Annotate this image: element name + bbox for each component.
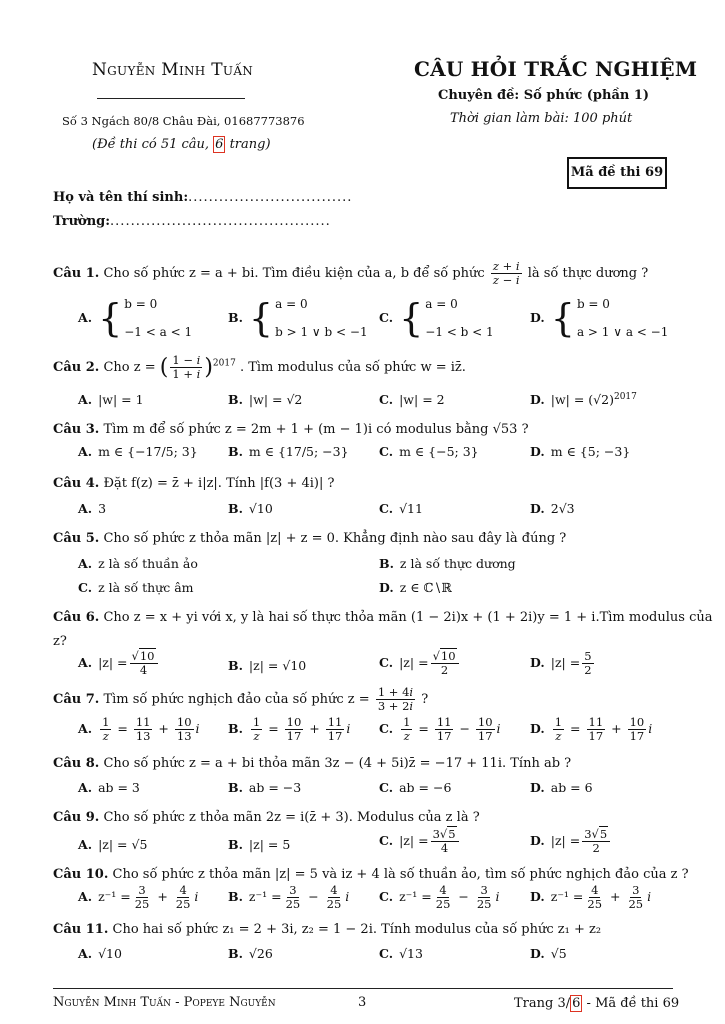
q4-option-a: A. 3 (78, 501, 107, 516)
q6-option-c: C. |z| = $\frac{√10}{2}$ (379, 650, 461, 677)
q4-option-b: B. √10 (228, 501, 273, 516)
q1-option-c: C. { a = 0 −1 < b < 1 (379, 296, 494, 340)
q5-option-a: A. z là số thuần ảo (78, 556, 198, 571)
footer-page-info: Trang 3/ 6 - Mã đề thi 69 (514, 996, 680, 1011)
q3-option-c: C. m ∈ {−5; 3} (379, 444, 479, 459)
q8-option-a: A. ab = 3 (78, 780, 140, 795)
footer-page-number: 3 (358, 995, 367, 1010)
q8-option-d: D. ab = 6 (530, 780, 593, 795)
q3-option-b: B. m ∈ {17/5; −3} (228, 444, 349, 459)
school-field: Trường:........................................... (53, 214, 331, 229)
q1-option-b: B. { a = 0 b > 1 ∨ b < −1 (228, 296, 368, 340)
q3-option-a: A. m ∈ {−17/5; 3} (78, 444, 198, 459)
q1-option-d: D. { b = 0 a > 1 ∨ a < −1 (530, 296, 669, 340)
q5-option-d: D. z ∈ ℂ∖ℝ (379, 580, 452, 595)
q1-option-a: A. { b = 0 −1 < a < 1 (78, 296, 193, 340)
q2-option-b: B. |w| = √2 (228, 392, 303, 407)
q8-option-c: C. ab = −6 (379, 780, 452, 795)
exam-title: CÂU HỎI TRẮC NGHIỆM (414, 57, 698, 81)
q11-option-a: A. √10 (78, 946, 122, 961)
exam-time: Thời gian làm bài: 100 phút (450, 111, 633, 126)
q4-option-d: D. 2√3 (530, 501, 575, 516)
question-9: Câu 9. Cho số phức z thỏa mãn 2z = i(z̄ + 3). Modulus của z là ? (53, 810, 480, 825)
q10-option-a: A. z⁻¹ = $\frac{3}{25}$ + $\frac{4}{25}$ i (78, 883, 199, 911)
q6-option-d: D. |z| = $\frac{5}{2}$ (530, 649, 592, 677)
q2-option-a: A. |w| = 1 (78, 392, 144, 407)
footer-author: Nguyễn Minh Tuấn - Popeye Nguyễn (53, 995, 276, 1010)
question-6-cont: z? (53, 634, 67, 649)
q11-option-b: B. √26 (228, 946, 273, 961)
q7-option-d: D. $\frac{1}{z}$ = $\frac{11}{17}$ + $\frac{10}{17}$ i (530, 715, 653, 743)
q11-option-d: D. √5 (530, 946, 567, 961)
q6-option-a: A. |z| = $\frac{√10}{4}$ (78, 650, 160, 677)
header-rule (97, 98, 245, 99)
question-11: Câu 11. Cho hai số phức z₁ = 2 + 3i, z₂ = 1 − 2i. Tính modulus của số phức z₁ + z₂ (53, 922, 602, 937)
q10-option-d: D. z⁻¹ = $\frac{4}{25}$ + $\frac{3}{25}$ i (530, 883, 652, 911)
question-10: Câu 10. Cho số phức z thỏa mãn |z| = 5 và iz + 4 là số thuần ảo, tìm số phức nghịch đảo của z ? (53, 867, 689, 882)
q11-option-c: C. √13 (379, 946, 423, 961)
q10-option-b: B. z⁻¹ = $\frac{3}{25}$ − $\frac{4}{25}$ i (228, 883, 350, 911)
q5-option-c: C. z là số thực âm (78, 580, 194, 595)
q2-option-d: D. $|w| = (√2)^{2017}$ (530, 392, 637, 408)
question-4: Câu 4. Đặt f(z) = z̄ + i|z|. Tính |f(3 + 4i)| ? (53, 476, 335, 491)
q7-option-c: C. $\frac{1}{z}$ = $\frac{11}{17}$ − $\frac{10}{17}$ i (379, 715, 501, 743)
footer-rule (53, 988, 673, 989)
question-2: Câu 2. Cho z = ( $\frac{1 - i}{1 + i}$ )$^{2017}$ . Tìm modulus của số phức w = iz̄. (53, 353, 466, 381)
q5-option-b: B. z là số thực dương (379, 556, 516, 571)
q8-option-b: B. ab = −3 (228, 780, 302, 795)
q7-option-a: A. $\frac{1}{z}$ = $\frac{11}{13}$ + $\frac{10}{13}$ i (78, 715, 200, 743)
q7-option-b: B. $\frac{1}{z}$ = $\frac{10}{17}$ + $\frac{11}{17}$ i (228, 715, 351, 743)
q10-option-c: C. z⁻¹ = $\frac{4}{25}$ − $\frac{3}{25}$ i (379, 883, 500, 911)
q4-option-c: C. √11 (379, 501, 423, 516)
exam-code: Mã đề thi 69 (567, 157, 667, 189)
author-address: Số 3 Ngách 80/8 Châu Đài, 01687773876 (62, 114, 305, 128)
q2-option-c: C. |w| = 2 (379, 392, 445, 407)
q9-option-b: B. |z| = 5 (228, 837, 291, 852)
student-name-field: Họ và tên thí sinh:................................ (53, 190, 353, 205)
exam-topic: Chuyên đề: Số phức (phần 1) (438, 88, 650, 103)
q9-option-c: C. |z| = $\frac{3√5}{4}$ (379, 828, 461, 855)
question-1: Câu 1. Cho số phức z = a + bi. Tìm điều kiện của a, b để số phức $\frac{z + i}{z - i}$ là số thực dương ? (53, 259, 649, 287)
question-8: Câu 8. Cho số phức z = a + bi thỏa mãn 3z − (4 + 5i)z̄ = −17 + 11i. Tính ab ? (53, 756, 572, 771)
q6-option-b: B. |z| = √10 (228, 658, 307, 673)
question-3: Câu 3. Tìm m để số phức z = 2m + 1 + (m − 1)i có modulus bằng √53 ? (53, 422, 529, 437)
question-7: Câu 7. Tìm số phức nghịch đảo của số phức z = $\frac{1 + 4i}{3 + 2i}$ ? (53, 685, 429, 713)
q9-option-a: A. |z| = √5 (78, 837, 148, 852)
q3-option-d: D. m ∈ {5; −3} (530, 444, 631, 459)
q9-option-d: D. |z| = $\frac{3√5}{2}$ (530, 828, 612, 855)
author-name: Nguyễn Minh Tuấn (92, 60, 254, 80)
question-5: Câu 5. Cho số phức z thỏa mãn |z| + z = 0. Khẳng định nào sau đây là đúng ? (53, 531, 567, 546)
question-6: Câu 6. Cho z = x + yi với x, y là hai số thực thỏa mãn (1 − 2i)x + (1 + 2i)y = 1 + i.Tìm modulus của (53, 610, 713, 625)
page-count: (Đề thi có 51 câu, 6 trang) (92, 137, 271, 152)
